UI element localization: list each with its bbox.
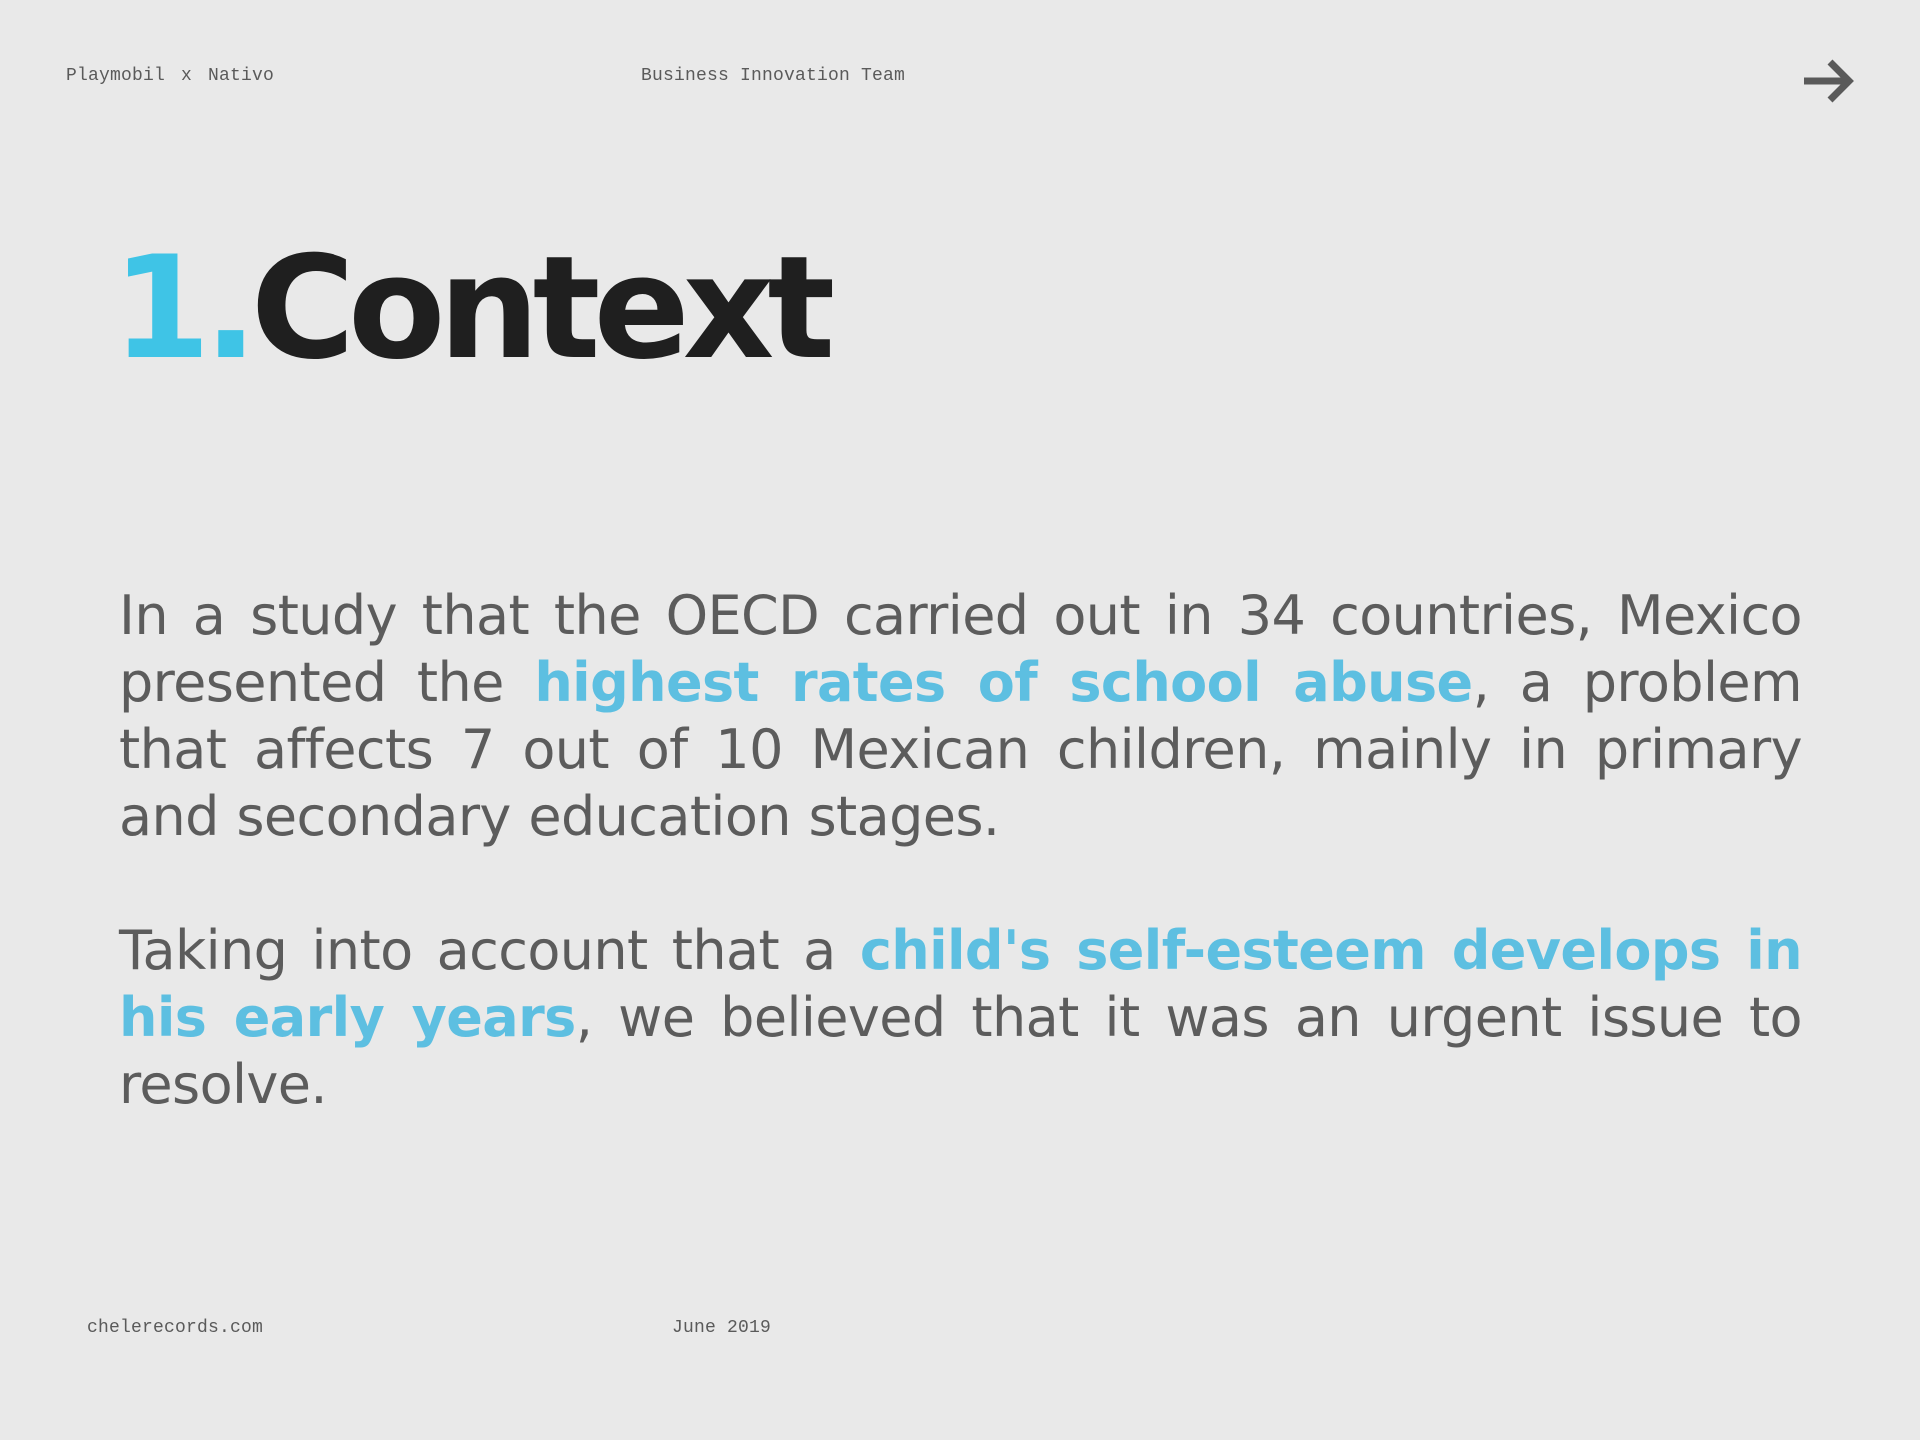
p1-text-start: In a study that the OECD carried out in 34 countries, Mexico presented the xyxy=(119,584,1802,714)
context-paragraph-1 xyxy=(119,582,1802,850)
p2-highlight: child's self-esteem develops in his early years xyxy=(119,919,1802,1049)
brand-nativo: Nativo xyxy=(208,66,275,86)
p2-text-start: Taking into account that a xyxy=(119,919,860,982)
section-number: 1. xyxy=(112,226,251,391)
page-title xyxy=(112,226,829,391)
brand-separator: x xyxy=(181,66,193,86)
context-paragraph-2 xyxy=(119,917,1802,1118)
p1-highlight: highest rates of school abuse xyxy=(534,651,1473,714)
footer-date: June 2019 xyxy=(672,1318,772,1338)
arrow-right-icon xyxy=(1800,56,1856,106)
brand-playmobil: Playmobil xyxy=(66,66,166,86)
team-label: Business Innovation Team xyxy=(641,66,906,86)
p1-text-end: , a problem that affects 7 out of 10 Mexican children, mainly in primary and secondary education stages. xyxy=(119,651,1802,848)
section-title: Context xyxy=(250,226,829,391)
p2-text-end: , we believed that it was an urgent issue to resolve. xyxy=(119,986,1802,1116)
footer-website: chelerecords.com xyxy=(87,1318,264,1338)
next-slide-button[interactable] xyxy=(1800,56,1856,106)
brand-line xyxy=(66,66,274,86)
